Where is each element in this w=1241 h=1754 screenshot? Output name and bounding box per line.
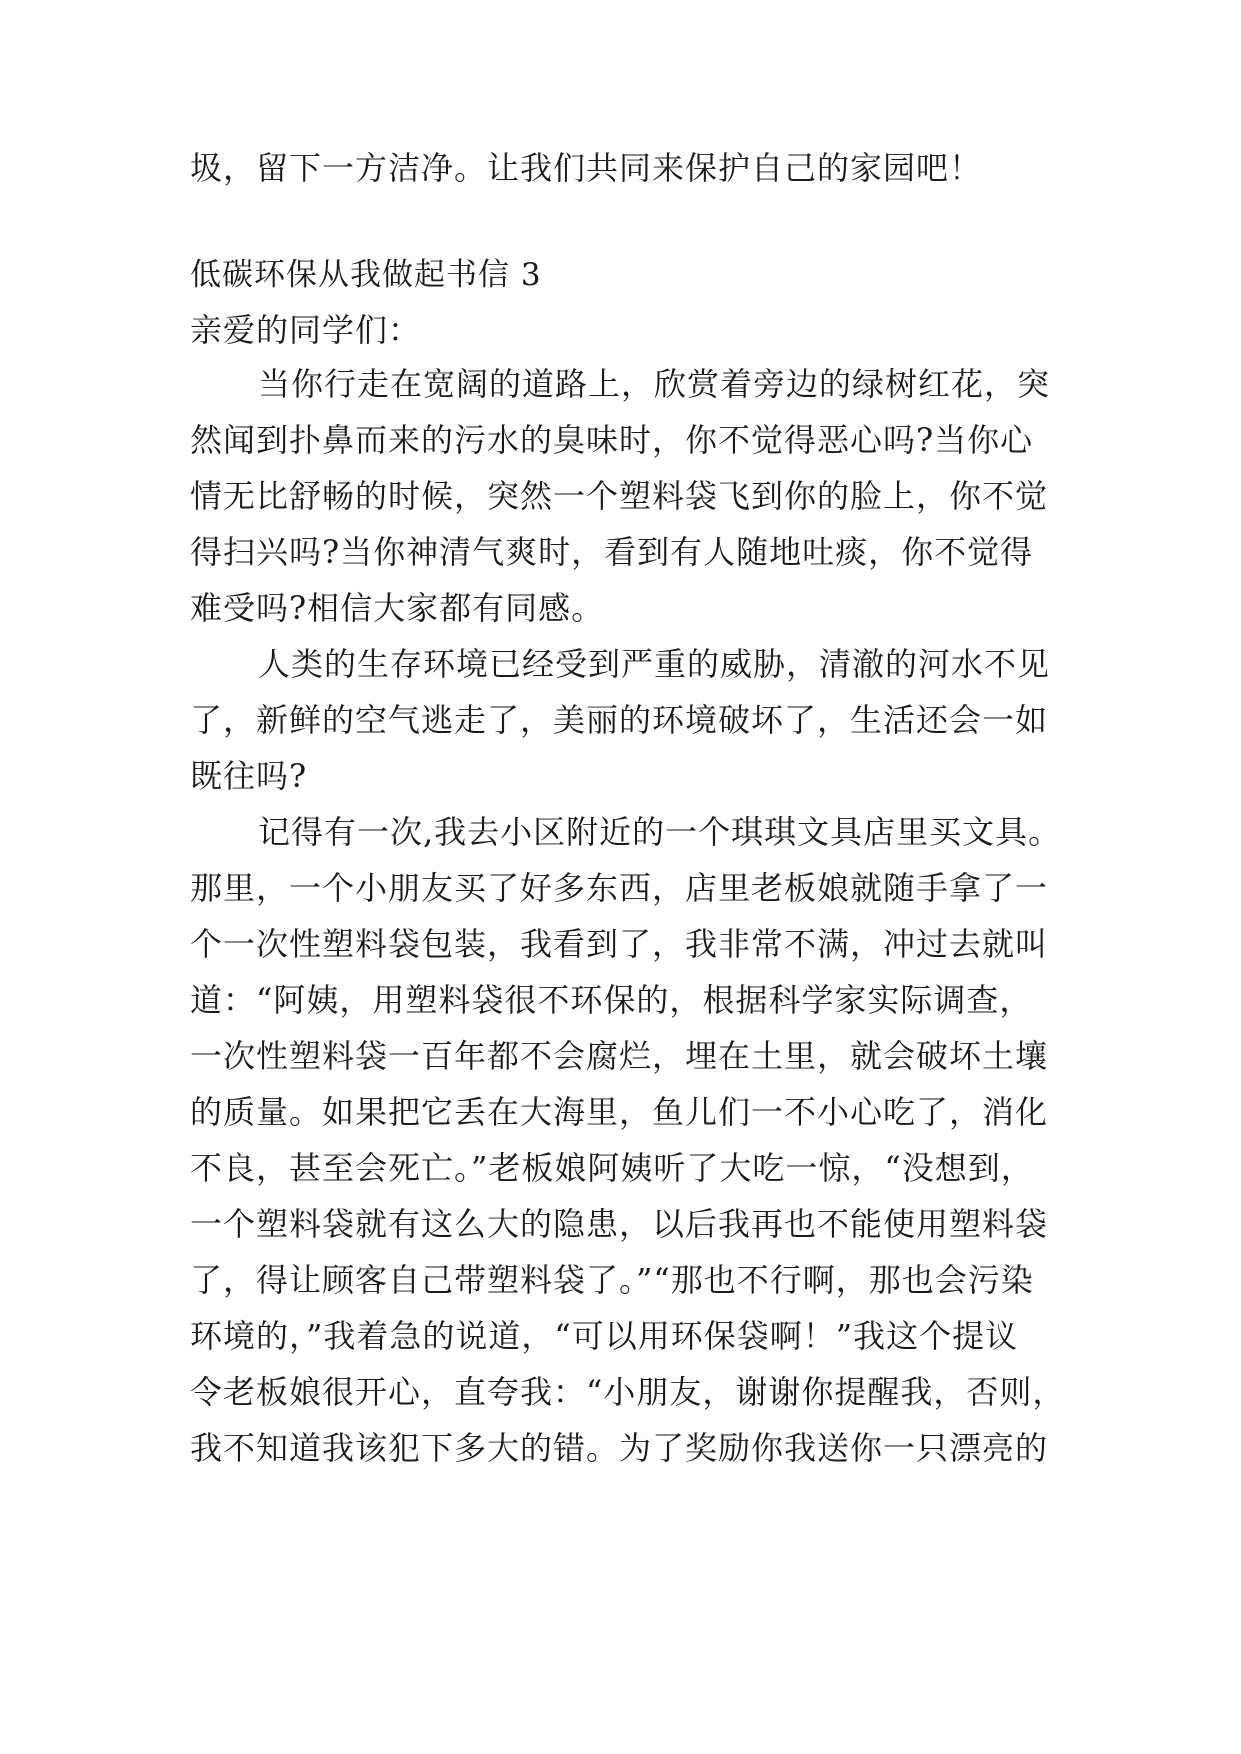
text-line: 一次性塑料袋一百年都不会腐烂，埋在土里，就会破坏土壤 <box>190 1037 1049 1075</box>
text-line: 个一次性塑料袋包装，我看到了，我非常不满，冲过去就叫 <box>190 925 1049 963</box>
text-line: 令老板娘很开心，直夸我：“小朋友，谢谢你提醒我，否则， <box>190 1373 1066 1411</box>
text-line: 难受吗?相信大家都有同感。 <box>190 589 605 627</box>
paragraph-first-line: 记得有一次,我去小区附近的一个琪琪文具店里买文具。 <box>258 813 1062 851</box>
text-line: 环境的，”我着急的说道，“可以用环保袋啊！”我这个提议 <box>190 1317 1019 1355</box>
letter-title: 低碳环保从我做起书信 3 <box>190 257 542 293</box>
text-line: 我不知道我该犯下多大的错。为了奖励你我送你一只漂亮的 <box>190 1429 1049 1467</box>
paragraph-first-line: 人类的生存环境已经受到严重的威胁，清澈的河水不见 <box>258 645 1051 683</box>
text-line: 的质量。如果把它丢在大海里，鱼儿们一不小心吃了，消化 <box>190 1093 1049 1131</box>
text-line: 然闻到扑鼻而来的污水的臭味时，你不觉得恶心吗?当你心 <box>190 421 1034 459</box>
text-line: 得扫兴吗?当你神清气爽时，看到有人随地吐痰，你不觉得 <box>190 533 1034 571</box>
paragraph-first-line: 当你行走在宽阔的道路上，欣赏着旁边的绿树红花，突 <box>258 365 1051 403</box>
text-line: 一个塑料袋就有这么大的隐患，以后我再也不能使用塑料袋 <box>190 1205 1049 1243</box>
text-line: 了，得让顾客自己带塑料袋了。”“那也不行啊，那也会污染 <box>190 1261 1034 1299</box>
text-line: 圾，留下一方洁净。让我们共同来保护自己的家园吧！ <box>190 149 983 187</box>
text-line: 了，新鲜的空气逃走了，美丽的环境破坏了，生活还会一如 <box>190 701 1049 739</box>
letter-salutation: 亲爱的同学们： <box>190 311 422 349</box>
text-line: 既往吗? <box>190 757 308 795</box>
text-line: 不良，甚至会死亡。”老板娘阿姨听了大吃一惊，“没想到， <box>190 1149 1034 1187</box>
text-line: 道：“阿姨，用塑料袋很不环保的，根据科学家实际调查， <box>190 981 1033 1019</box>
text-line: 情无比舒畅的时候，突然一个塑料袋飞到你的脸上，你不觉 <box>190 477 1049 515</box>
text-line: 那里，一个小朋友买了好多东西，店里老板娘就随手拿了一 <box>190 869 1049 907</box>
